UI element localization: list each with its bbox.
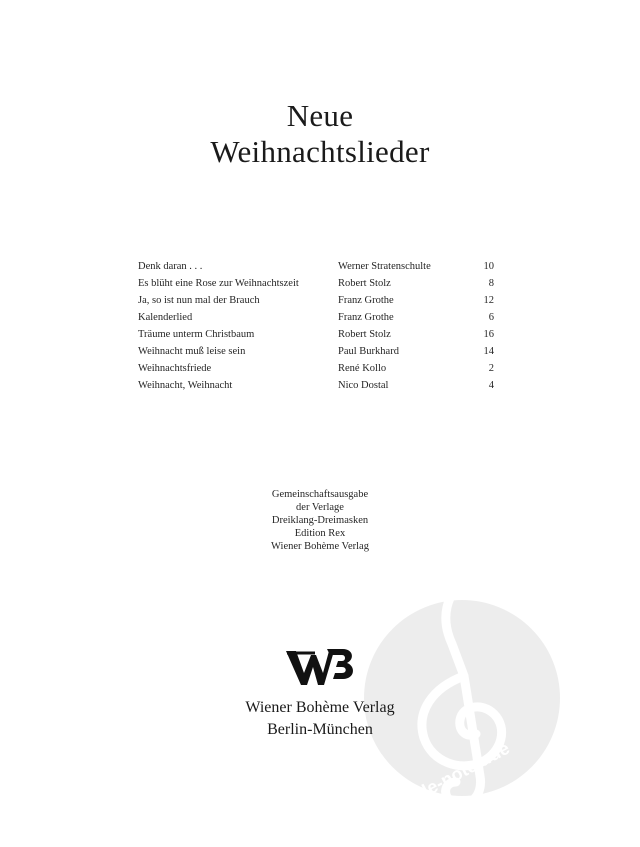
publisher-note: [0, 488, 640, 553]
composer-name: Franz Grothe: [338, 295, 394, 306]
page-number: 4: [488, 380, 494, 391]
composer-name: Paul Burkhard: [338, 346, 399, 357]
toc-row: [138, 343, 494, 360]
song-title: Kalenderlied: [138, 312, 193, 323]
composer-name: Franz Grothe: [338, 312, 394, 323]
imprint-publisher: Wiener Bohème Verlag: [245, 699, 395, 716]
publisher-logo: [285, 647, 357, 689]
song-title: Weihnacht, Weihnacht: [138, 380, 233, 391]
page-number: 16: [483, 329, 494, 340]
toc-row: [138, 275, 494, 292]
imprint: [0, 697, 640, 741]
toc-row: [138, 377, 494, 394]
song-title: Es blüht eine Rose zur Weihnachtszeit: [138, 278, 299, 289]
publisher-note-line: Edition Rex: [294, 528, 346, 539]
song-title: Weihnachtsfriede: [138, 363, 212, 374]
page-number: 14: [483, 346, 494, 357]
title-line-2: Weihnachtslieder: [210, 134, 430, 169]
page-number: 8: [488, 278, 494, 289]
composer-name: Robert Stolz: [338, 329, 391, 340]
composer-name: Robert Stolz: [338, 278, 391, 289]
toc-row: [138, 326, 494, 343]
page-title: [0, 98, 640, 170]
title-line-1: Neue: [286, 98, 354, 133]
composer-name: René Kollo: [338, 363, 387, 374]
publisher-note-line: Gemeinschaftsausgabe: [271, 489, 369, 500]
page-number: 2: [488, 363, 494, 374]
song-title: Ja, so ist nun mal der Brauch: [138, 295, 260, 306]
song-title: Weihnacht muß leise sein: [138, 346, 246, 357]
toc-row: [138, 292, 494, 309]
composer-name: Nico Dostal: [338, 380, 389, 391]
publisher-note-line: Dreiklang-Dreimasken: [271, 515, 369, 526]
publisher-note-line: der Verlage: [296, 502, 344, 513]
song-title: Denk daran . . .: [138, 261, 203, 272]
publisher-note-line: Wiener Bohème Verlag: [271, 541, 369, 552]
song-title: Träume unterm Christbaum: [138, 329, 255, 340]
toc-row: [138, 360, 494, 377]
toc-row: [138, 309, 494, 326]
page-number: 6: [488, 312, 494, 323]
watermark-text: alle-noten.de: [405, 737, 513, 808]
page-number: 10: [483, 261, 494, 272]
composer-name: Werner Stratenschulte: [338, 261, 431, 272]
page-number: 12: [483, 295, 494, 306]
toc-row: [138, 258, 494, 275]
table-of-contents: [138, 258, 494, 394]
imprint-location: Berlin-München: [267, 721, 373, 738]
